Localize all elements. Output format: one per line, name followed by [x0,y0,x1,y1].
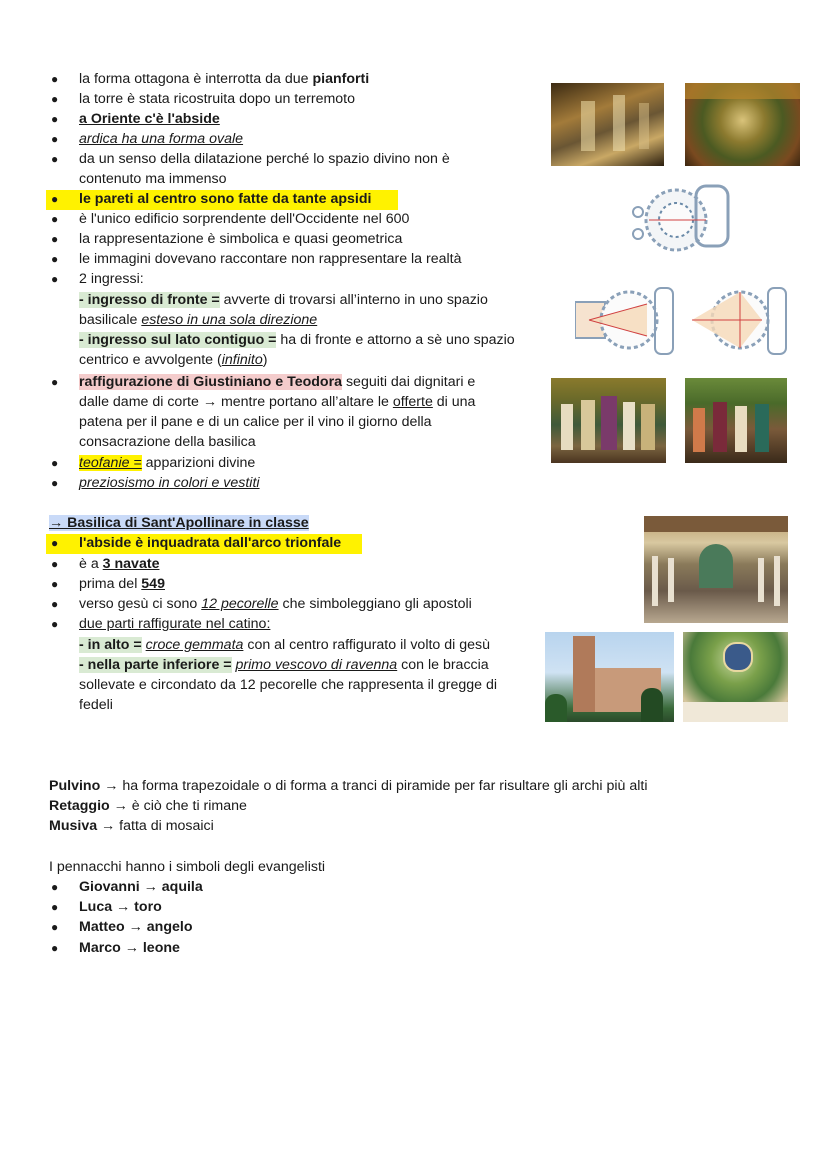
bullet: ● [51,132,59,146]
giustiniano-mosaic [551,378,666,463]
list-item: due parti raffigurate nel catino: [79,616,271,632]
ingresso-fronte-cont: basilicale esteso in una sola direzione [79,312,318,328]
evangelist-item: Luca → toro [79,899,162,915]
pennacchi-heading: I pennacchi hanno i simboli degli evangelisti [49,859,326,875]
evangelist-item: Giovanni → aquila [79,879,203,895]
bullet: ● [51,72,59,86]
bullet: ● [51,557,59,571]
ingresso-fronte: - ingresso di fronte = avverte di trovarsi all’interno in uno spazio [79,292,488,308]
list-item: l'abside è inquadrata dall'arco trionfale [79,535,342,551]
list-item: prima del 549 [79,576,165,592]
list-item-continuation: contenuto ma immenso [79,171,227,187]
catino-inferiore-cont: sollevate e circondato da 12 pecorelle che rappresenta il gregge di [79,677,498,693]
list-item: 2 ingressi: [79,271,144,287]
floor-plan-diagram [624,176,734,261]
bullet: ● [51,476,59,490]
list-item: raffigurazione di Giustiniano e Teodora seguiti dai dignitari e [79,374,476,390]
list-item: è l'unico edificio sorprendente dell'Occidente nel 600 [79,211,410,227]
section-title: → Basilica di Sant'Apollinare in classe [49,515,309,531]
bullet: ● [51,252,59,266]
bullet: ● [51,272,59,286]
list-item: la forma ottagona è interrotta da due pianforti [79,71,370,87]
list-item: ardica ha una forma ovale [79,131,244,147]
bullet: ● [51,597,59,611]
bullet: ● [51,232,59,246]
bullet: ● [51,941,59,955]
evangelist-item: Matteo → angelo [79,919,193,935]
list-item: le pareti al centro sono fatte da tante apsidi [79,191,372,207]
list-item: a Oriente c'è l'abside [79,111,220,127]
list-item: la rappresentazione è simbolica e quasi geometrica [79,231,403,247]
teodora-mosaic [685,378,787,463]
bullet: ● [51,617,59,631]
sant-apollinare-nave-photo [644,516,788,623]
evangelist-item: Marco → leone [79,940,180,956]
sant-apollinare-exterior-photo [545,632,674,722]
catino-alto: - in alto = croce gemmata con al centro raffigurato il volto di gesù [79,637,490,653]
ingresso-lato-cont: centrico e avvolgente (infinito) [79,352,268,368]
list-item: verso gesù ci sono 12 pecorelle che simboleggiano gli apostoli [79,596,472,612]
ingresso-lato: - ingresso sul lato contiguo = ha di fronte e attorno a sè uno spazio [79,332,515,348]
list-item-continuation: consacrazione della basilica [79,434,256,450]
glossary-musiva: Musiva → fatta di mosaici [49,818,214,834]
bullet: ● [51,920,59,934]
plan-ingresso-fronte [575,280,675,360]
catino-inferiore: - nella parte inferiore = primo vescovo di ravenna con le braccia [79,657,489,673]
list-item: è a 3 navate [79,556,160,572]
plan-ingresso-lato [684,280,788,360]
bullet: ● [51,192,59,206]
list-item: preziosismo in colori e vestiti [79,475,260,491]
list-item-continuation: dalle dame di corte → mentre portano all’altare le offerte di una [79,394,476,410]
catino-inferiore-cont: fedeli [79,697,113,713]
list-item: da un senso della dilatazione perché lo spazio divino non è [79,151,450,167]
bullet: ● [51,900,59,914]
bullet: ● [51,880,59,894]
bullet: ● [51,456,59,470]
bullet: ● [51,112,59,126]
bullet: ● [51,536,59,550]
list-item: la torre è stata ricostruita dopo un terremoto [79,91,356,107]
bullet: ● [51,375,59,389]
bullet: ● [51,92,59,106]
bullet: ● [51,577,59,591]
san-vitale-ceiling-mosaic [685,83,800,166]
glossary-retaggio: Retaggio → è ciò che ti rimane [49,798,247,814]
list-item-continuation: patena per il pane e di un calice per il vino il giorno della [79,414,432,430]
catino-mosaic-photo [683,632,788,722]
bullet: ● [51,152,59,166]
glossary-pulvino: Pulvino → ha forma trapezoidale o di forma a tranci di piramide per far risultare gli archi più alti [49,778,648,794]
bullet: ● [51,212,59,226]
list-item: teofanie = apparizioni divine [79,455,256,471]
san-vitale-interior-photo [551,83,664,166]
list-item: le immagini dovevano raccontare non rappresentare la realtà [79,251,462,267]
